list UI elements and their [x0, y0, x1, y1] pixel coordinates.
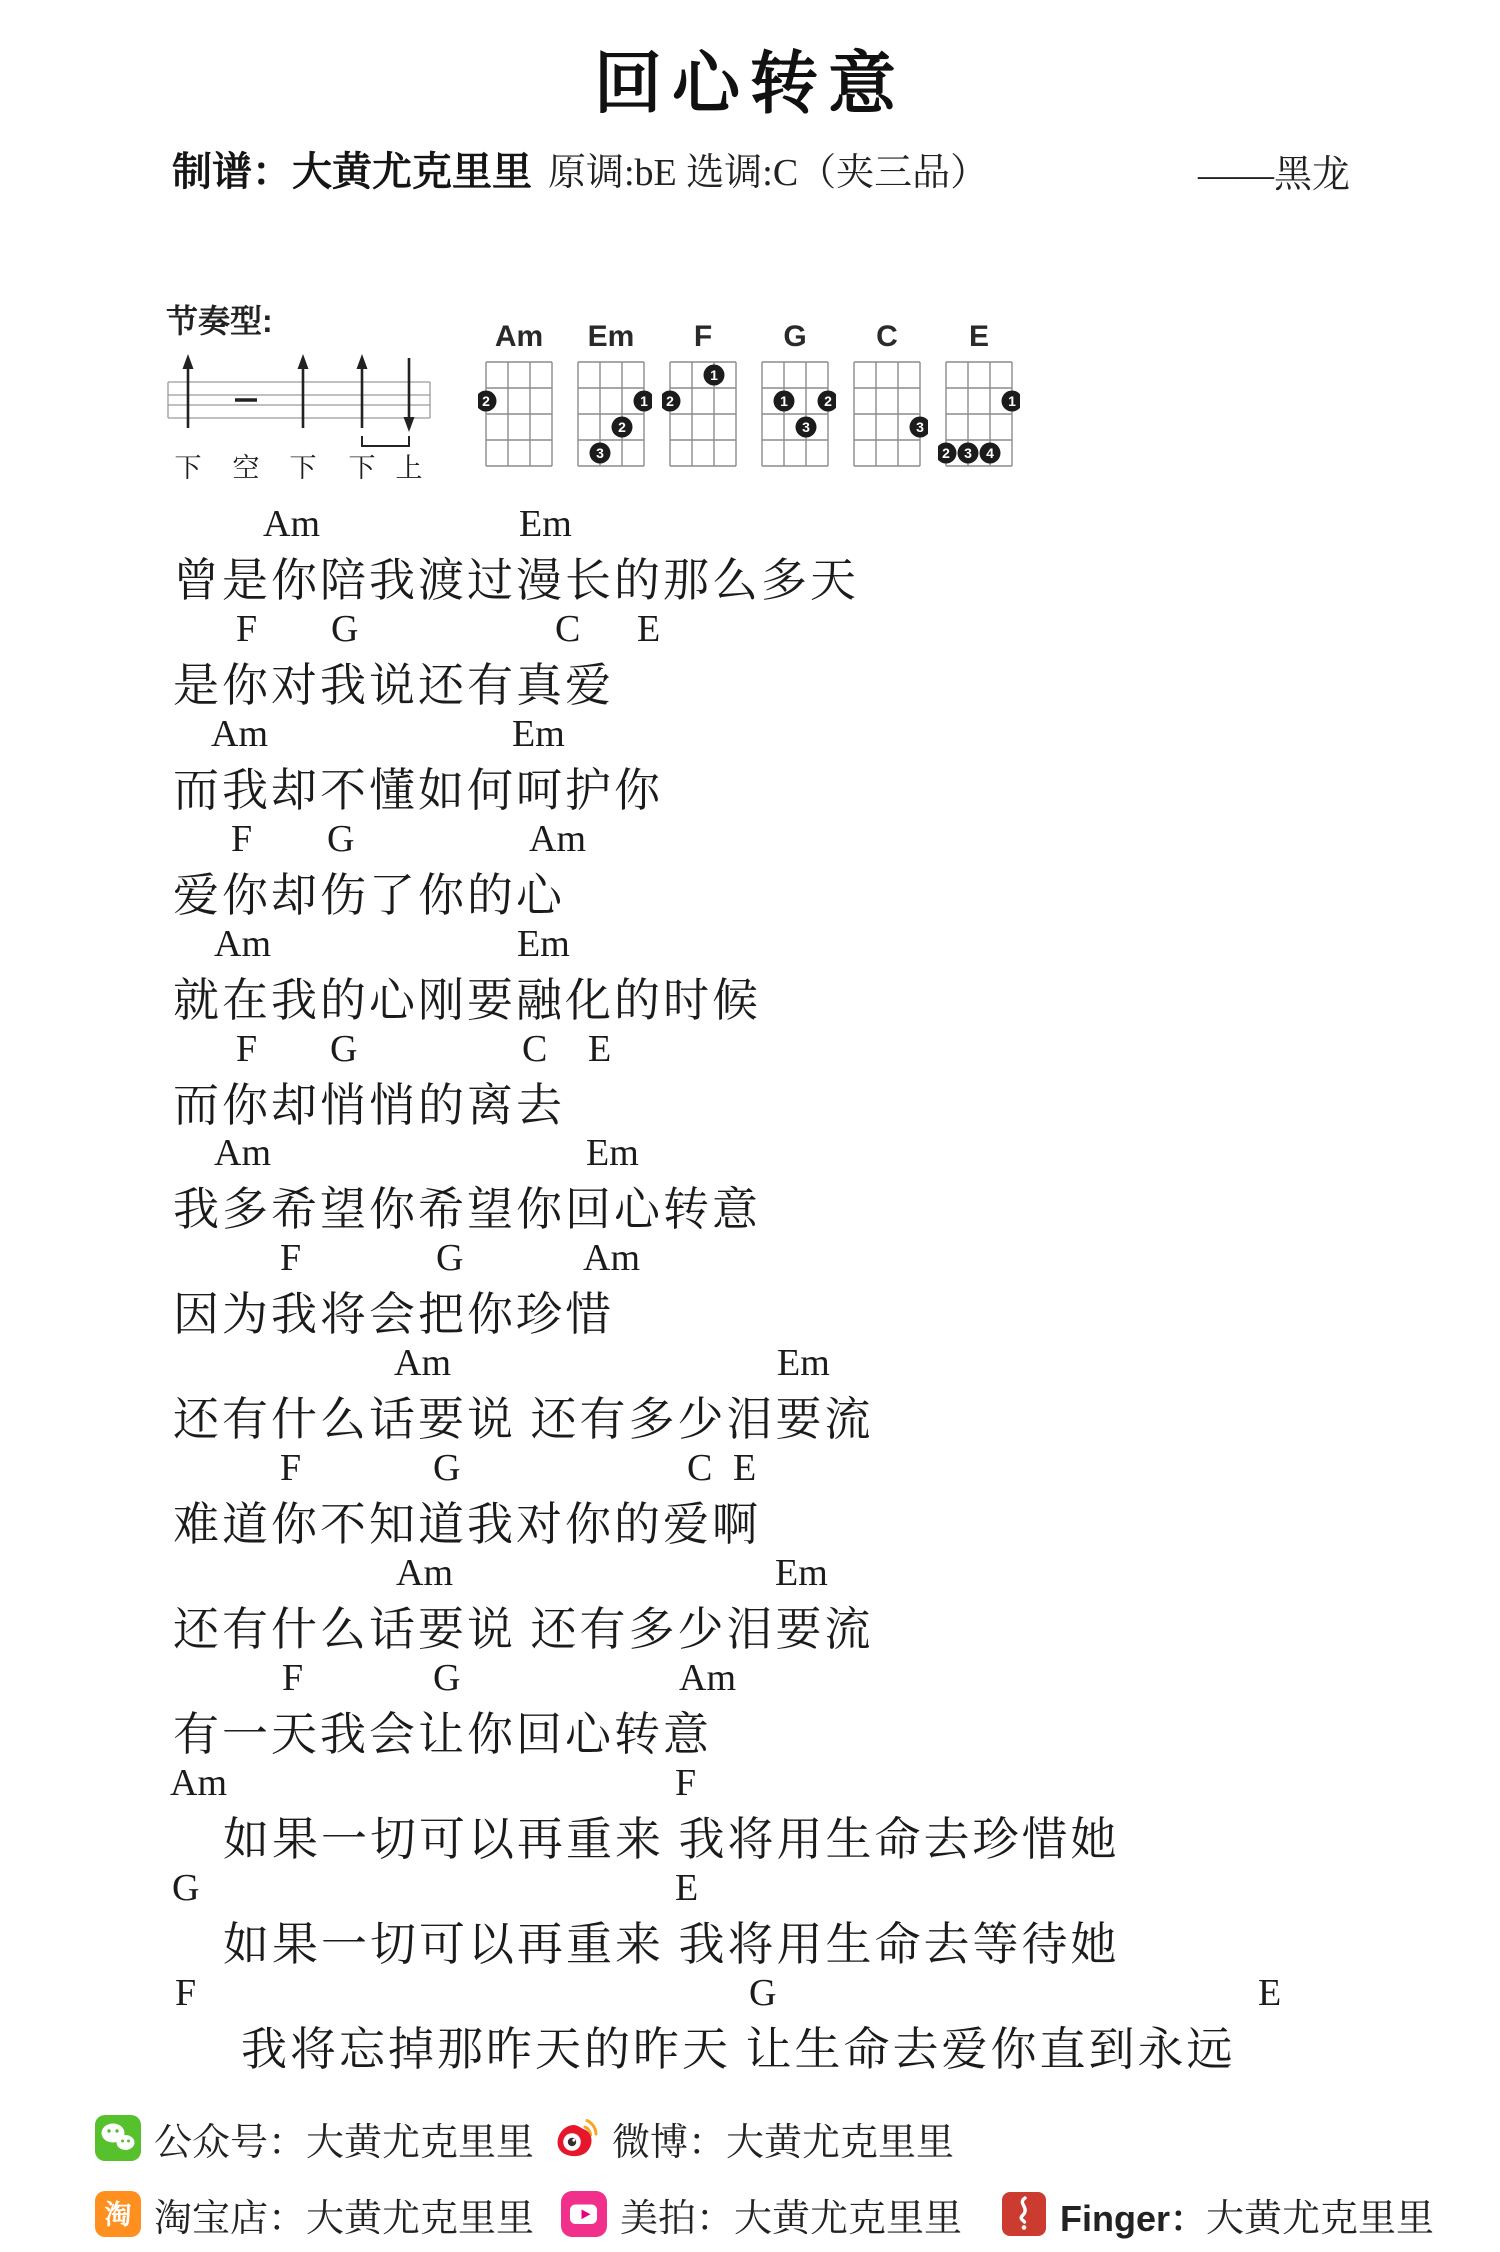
- svg-text:2: 2: [482, 393, 490, 409]
- svg-text:1: 1: [780, 393, 788, 409]
- weibo-icon: [552, 2114, 600, 2162]
- lyric-text: 还有什么话要说 还有多少泪要流: [173, 1394, 874, 1445]
- svg-text:2: 2: [824, 393, 832, 409]
- lyric-text: 而你却悄悄的离去: [173, 1080, 565, 1131]
- chord-label: E: [675, 1867, 699, 1909]
- chord-label: G: [749, 1972, 777, 2014]
- chord-label: G: [172, 1867, 200, 1909]
- svg-text:3: 3: [802, 419, 810, 435]
- svg-text:3: 3: [916, 419, 924, 435]
- chord-diagram-name: C: [876, 320, 898, 353]
- svg-text:4: 4: [986, 445, 994, 461]
- footer-finger: [1000, 2188, 1434, 2240]
- svg-text:2: 2: [942, 445, 950, 461]
- song-line: [0, 607, 1500, 709]
- chord-diagram-name: F: [693, 320, 713, 353]
- chord-label: G: [327, 818, 355, 860]
- footer-taobao: [94, 2188, 534, 2240]
- chord-label: F: [280, 1237, 302, 1279]
- lyric-text: 如果一切可以再重来 我将用生命去等待她: [223, 1919, 1120, 1970]
- song-line: [0, 1027, 1500, 1129]
- lyric-text: 曾是你陪我渡过漫长的那么多天: [173, 555, 859, 606]
- lyric-text: 我多希望你希望你回心转意: [173, 1184, 761, 1235]
- chord-label: F: [175, 1972, 197, 2014]
- song-line: [0, 1551, 1500, 1653]
- artist-credit: ——黑龙: [1197, 154, 1350, 196]
- lyric-text: 因为我将会把你珍惜: [173, 1289, 614, 1340]
- chord-label: G: [331, 608, 359, 650]
- song-line: [0, 1341, 1500, 1443]
- song-line: [0, 1866, 1500, 1968]
- chord-label: Am: [170, 1762, 227, 1804]
- svg-text:3: 3: [964, 445, 972, 461]
- lyric-text: 有一天我会让你回心转意: [173, 1709, 712, 1760]
- chord-label: G: [433, 1657, 461, 1699]
- chord-label: C: [555, 608, 581, 650]
- chord-label: Am: [529, 818, 586, 860]
- footer-label: Finger：大黄尤克里里: [1060, 2197, 1435, 2240]
- footer-wechat: [94, 2112, 534, 2164]
- taobao-icon: [94, 2190, 142, 2238]
- song-line: [0, 922, 1500, 1024]
- chord-label: C: [522, 1028, 548, 1070]
- chord-label: E: [1258, 1972, 1282, 2014]
- lyric-text: 爱你却伤了你的心: [173, 870, 565, 921]
- chord-diagram-name: Em: [587, 320, 635, 353]
- chord-label: Am: [396, 1552, 453, 1594]
- chord-label: G: [436, 1237, 464, 1279]
- chord-label: Am: [214, 923, 271, 965]
- song-line: [0, 1236, 1500, 1338]
- footer-label: 淘宝店：大黄尤克里里: [154, 2197, 535, 2240]
- chord-label: Em: [517, 923, 570, 965]
- song-line: [0, 817, 1500, 919]
- key-info: 原调:bE 选调:C（夹三品）: [548, 152, 989, 194]
- chord-label: F: [280, 1447, 302, 1489]
- chord-label: Em: [519, 503, 572, 545]
- svg-text:1: 1: [1008, 393, 1016, 409]
- chord-label: Em: [512, 713, 565, 755]
- footer-weibo: [552, 2112, 954, 2164]
- chord-label: G: [433, 1447, 461, 1489]
- song-line: [0, 1446, 1500, 1548]
- chord-label: G: [330, 1028, 358, 1070]
- chord-label: F: [231, 818, 253, 860]
- svg-text:淘: 淘: [104, 2200, 132, 2230]
- chord-label: E: [733, 1447, 757, 1489]
- lyric-text: 如果一切可以再重来 我将用生命去珍惜她: [223, 1814, 1120, 1865]
- chord-label: C: [687, 1447, 713, 1489]
- chord-label: Am: [394, 1342, 451, 1384]
- arranger-credit: 制谱：大黄尤克里里: [172, 150, 532, 194]
- chord-label: E: [588, 1028, 612, 1070]
- chord-label: F: [282, 1657, 304, 1699]
- chord-label: F: [236, 608, 258, 650]
- song-line: [0, 1761, 1500, 1863]
- chord-diagram-name: G: [783, 320, 807, 353]
- song-line: [0, 1971, 1500, 2073]
- chord-label: Em: [775, 1552, 828, 1594]
- svg-text:3: 3: [596, 445, 604, 461]
- rhythm-label: 节奏型:: [166, 303, 273, 339]
- chord-label: Am: [211, 713, 268, 755]
- lyric-text: 难道你不知道我对你的爱啊: [173, 1499, 761, 1550]
- lyric-text: 而我却不懂如何呵护你: [173, 765, 663, 816]
- song-line: [0, 712, 1500, 814]
- lyric-text: 是你对我说还有真爱: [173, 660, 614, 711]
- chord-diagram-name: E: [968, 320, 989, 353]
- svg-text:1: 1: [710, 367, 718, 383]
- footer-meipai: [560, 2188, 962, 2240]
- song-title: 回心转意: [593, 46, 906, 122]
- stroke-label: 下: [348, 453, 376, 483]
- footer-label: 公众号：大黄尤克里里: [154, 2121, 535, 2164]
- chord-label: Em: [777, 1342, 830, 1384]
- finger-icon: [1000, 2190, 1048, 2238]
- chord-label: F: [236, 1028, 258, 1070]
- chord-label: Am: [583, 1237, 640, 1279]
- chord-label: F: [675, 1762, 697, 1804]
- wechat-icon: [94, 2114, 142, 2162]
- song-line: [0, 1656, 1500, 1758]
- lyric-text: 就在我的心刚要融化的时候: [173, 975, 761, 1026]
- song-line: [0, 502, 1500, 604]
- stroke-label: 空: [232, 453, 260, 483]
- stroke-label: 下: [174, 453, 202, 483]
- chord-label: Am: [214, 1132, 271, 1174]
- footer-label: 美拍：大黄尤克里里: [620, 2197, 963, 2240]
- chord-label: Em: [586, 1132, 639, 1174]
- stroke-label: 下: [289, 453, 317, 483]
- meipai-icon: [560, 2190, 608, 2238]
- lyric-text: 还有什么话要说 还有多少泪要流: [173, 1604, 874, 1655]
- svg-text:1: 1: [640, 393, 648, 409]
- stroke-label: 上: [395, 453, 423, 483]
- chord-label: Am: [679, 1657, 736, 1699]
- svg-text:2: 2: [618, 419, 626, 435]
- footer-label: 微博：大黄尤克里里: [612, 2121, 955, 2164]
- chord-diagram-name: Am: [494, 320, 544, 353]
- svg-text:2: 2: [666, 393, 674, 409]
- chord-label: E: [637, 608, 661, 650]
- chord-label: Am: [263, 503, 320, 545]
- lyric-text: 我将忘掉那昨天的昨天 让生命去爱你直到永远: [241, 2024, 1236, 2075]
- song-line: [0, 1131, 1500, 1233]
